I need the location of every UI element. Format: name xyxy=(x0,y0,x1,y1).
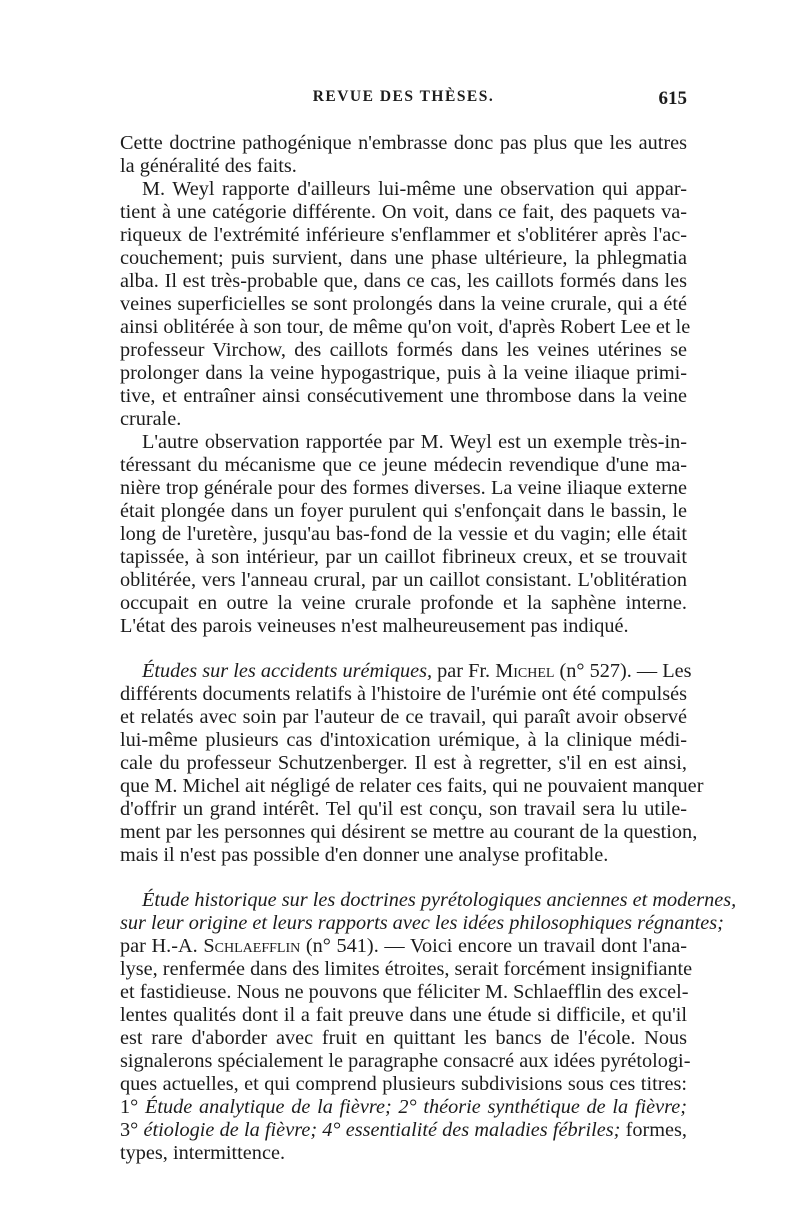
text-span: 3° xyxy=(120,1119,144,1141)
work-title: sur leur origine et leurs rapports avec les idées philosophiques régnantes; xyxy=(120,912,724,934)
text-line: M. Weyl rapporte d'ailleurs lui-même une observation qui appar- xyxy=(142,178,687,200)
text-span: 1° xyxy=(120,1096,145,1118)
text-line: L'état des parois veineuses n'est malheureusement pas indiqué. xyxy=(120,615,629,637)
chapter-titles: Étude analytique de la fièvre; 2° théorie synthétique de la fièvre; xyxy=(144,1096,688,1118)
text-line: lyse, renfermée dans des limites étroites, serait forcément insignifiante xyxy=(120,958,693,980)
text-line: riqueux de l'extrémité inférieure s'enflammer et s'oblitérer après l'ac- xyxy=(120,224,687,246)
text-line: et relatés avec soin par l'auteur de ce travail, qui paraît avoir observé xyxy=(120,706,687,728)
review-heading-michel xyxy=(120,660,692,683)
text-line: d'offrir un grand intérêt. Tel qu'il est conçu, son travail sera lu utile- xyxy=(120,798,687,820)
work-title: Études sur les accidents urémiques, xyxy=(142,660,433,682)
text-line: occupait en outre la veine crurale profonde et la saphène interne. xyxy=(120,592,687,614)
text-line: professeur Virchow, des caillots formés dans les veines utérines se xyxy=(120,339,687,361)
author-name: Michel xyxy=(495,660,555,682)
text-line: que M. Michel ait négligé de relater ces faits, qui ne pouvaient manquer xyxy=(120,775,704,797)
text-line: long de l'uretère, jusqu'au bas-fond de la vessie et du vagin; elle était xyxy=(120,523,687,545)
text-line: différents documents relatifs à l'histoire de l'urémie ont été compulsés xyxy=(120,683,687,705)
text-line: oblitérée, vers l'anneau crural, par un caillot consistant. L'oblitération xyxy=(120,569,687,591)
text-line: L'autre observation rapportée par M. Weyl est un exemple très-in- xyxy=(142,431,687,453)
review-heading-schlaefflin xyxy=(120,935,687,958)
text-line: alba. Il est très-probable que, dans ce cas, les caillots formés dans les xyxy=(120,270,687,292)
text-line: mais il n'est pas possible d'en donner une analyse profitable. xyxy=(120,844,609,866)
thesis-number: (n° 541). — Voici encore un travail dont l'ana- xyxy=(300,935,687,957)
text-line: prolonger dans la veine hypogastrique, puis à la veine iliaque primi- xyxy=(120,362,687,384)
text-line: est rare d'aborder avec fruit en quittant les bancs de l'école. Nous xyxy=(120,1027,687,1049)
text-line: lui-même plusieurs cas d'intoxication urémique, à la clinique médi- xyxy=(120,729,687,751)
text-line xyxy=(120,1119,687,1142)
text-line: était plongée dans un foyer purulent qui s'enfonçait dans le bassin, le xyxy=(120,500,687,522)
chapter-titles: étiologie de la fièvre; 4° essentialité des maladies fébriles; xyxy=(143,1119,621,1141)
text-line: cale du professeur Schutzenberger. Il est à regretter, s'il en est ainsi, xyxy=(120,752,687,774)
page-number: 615 xyxy=(658,88,687,109)
work-title: Étude historique sur les doctrines pyrétologiques anciennes et modernes, xyxy=(142,889,737,911)
text-line: la généralité des faits. xyxy=(120,155,297,177)
text-line: tapissée, à son intérieur, par un caillot fibrineux creux, et se trouvait xyxy=(120,546,687,568)
text-line: et fastidieuse. Nous ne pouvons que féliciter M. Schlaefflin des excel- xyxy=(120,981,689,1003)
text-span: par Fr. xyxy=(432,660,496,682)
text-line: ainsi oblitérée à son tour, de même qu'on voit, d'après Robert Lee et le xyxy=(120,316,691,338)
text-line: nière trop générale pour des formes diverses. La veine iliaque externe xyxy=(120,477,687,499)
running-head xyxy=(120,88,687,114)
text-span: par H.-A. xyxy=(120,935,204,957)
text-line: lentes qualités dont il a fait preuve dans une étude si difficile, et qu'il xyxy=(120,1004,687,1026)
running-title: REVUE DES THÈSES. xyxy=(312,88,495,105)
thesis-number: (n° 527). — Les xyxy=(554,660,692,682)
text-line: crurale. xyxy=(120,408,182,430)
text-line: tive, et entraîner ainsi consécutivement une thrombose dans la veine xyxy=(120,385,687,407)
text-line: téressant du mécanisme que ce jeune médecin revendique d'une ma- xyxy=(120,454,687,476)
text-line: types, intermittence. xyxy=(120,1142,286,1164)
text-line: Cette doctrine pathogénique n'embrasse donc pas plus que les autres xyxy=(120,132,687,154)
text-line: tient à une catégorie différente. On voit, dans ce fait, des paquets va- xyxy=(120,201,687,223)
text-line: veines superficielles se sont prolongés dans la veine crurale, qui a été xyxy=(120,293,687,315)
text-line: ques actuelles, et qui comprend plusieurs subdivisions sous ces titres: xyxy=(120,1073,687,1095)
text-line: ment par les personnes qui désirent se mettre au courant de la question, xyxy=(120,821,698,843)
text-span: formes, xyxy=(620,1119,687,1141)
text-line: couchement; puis survient, dans une phase ultérieure, la phlegmatia xyxy=(120,247,687,269)
text-line: signalerons spécialement le paragraphe consacré aux idées pyrétologi- xyxy=(120,1050,691,1072)
author-name: Schlaefflin xyxy=(203,935,301,957)
text-line xyxy=(120,1096,687,1119)
